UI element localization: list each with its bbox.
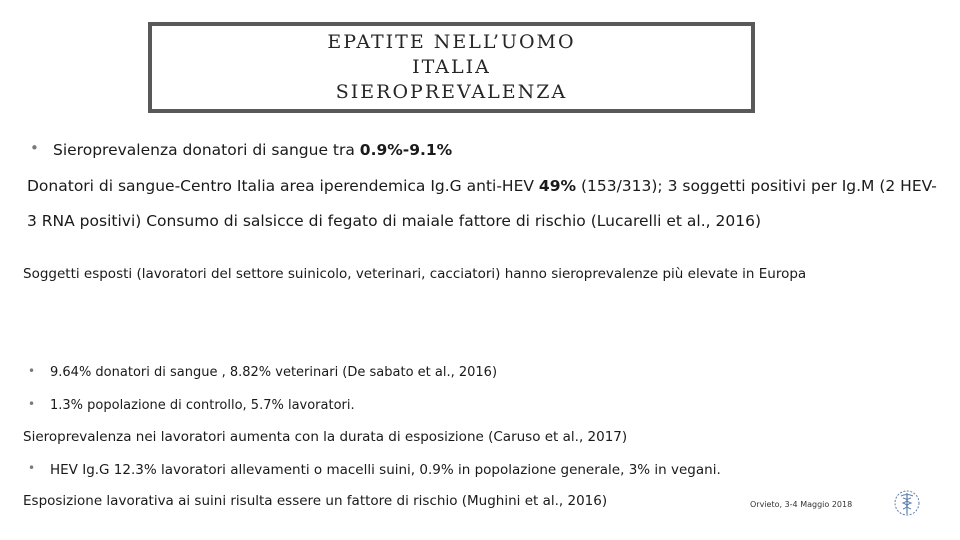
title-line-2: ITALIA (412, 56, 491, 78)
text-span: Sieroprevalenza donatori di sangue tra (53, 141, 360, 159)
rna-positive-text: 3 RNA positivi) Consumo di salsicce di fegato di maiale fattore di rischio (Lucarelli et al., 2016) (27, 212, 762, 230)
title-line-3: SIEROPREVALENZA (335, 81, 568, 103)
exposed-subjects-text: Soggetti esposti (lavoratori del settore suinicolo, veterinari, cacciatori) hanno sieroprevalenze più elevate in Europa (23, 266, 807, 282)
title-box (148, 22, 755, 113)
seroprevalence-donors-text (53, 141, 452, 159)
bullet-marker: • (28, 397, 36, 411)
donors-central-italy-text (27, 177, 937, 195)
donors-veterinarians-text: 9.64% donatori di sangue , 8.82% veterinari (De sabato et al., 2016) (50, 365, 498, 380)
text-span: (153/313); 3 soggetti positivi per Ig.M (2 HEV- (576, 177, 937, 195)
bullet-marker: • (28, 461, 36, 475)
hev-igg-text: HEV Ig.G 12.3% lavoratori allevamenti o macelli suini, 0.9% in popolazione generale, 3% in vegani. (50, 462, 721, 478)
bullet-marker: • (30, 139, 39, 157)
text-span: Donatori di sangue-Centro Italia area iperendemica Ig.G anti-HEV (27, 177, 539, 195)
control-population-text: 1.3% popolazione di controllo, 5.7% lavoratori. (50, 398, 355, 413)
title-line-1: EPATITE NELL’UOMO (327, 31, 576, 53)
footer-date: Orvieto, 3-4 Maggio 2018 (750, 500, 853, 509)
occupational-exposure-text: Esposizione lavorativa ai suini risulta essere un fattore di rischio (Mughini et al., 2016) (23, 493, 608, 509)
workers-exposure-text: Sieroprevalenza nei lavoratori aumenta con la durata di esposizione (Caruso et al., 2017) (23, 429, 628, 445)
bold-value: 0.9%-9.1% (359, 141, 453, 159)
bold-value: 49% (538, 177, 577, 195)
caduceus-icon (893, 489, 921, 517)
bullet-marker: • (28, 364, 36, 378)
